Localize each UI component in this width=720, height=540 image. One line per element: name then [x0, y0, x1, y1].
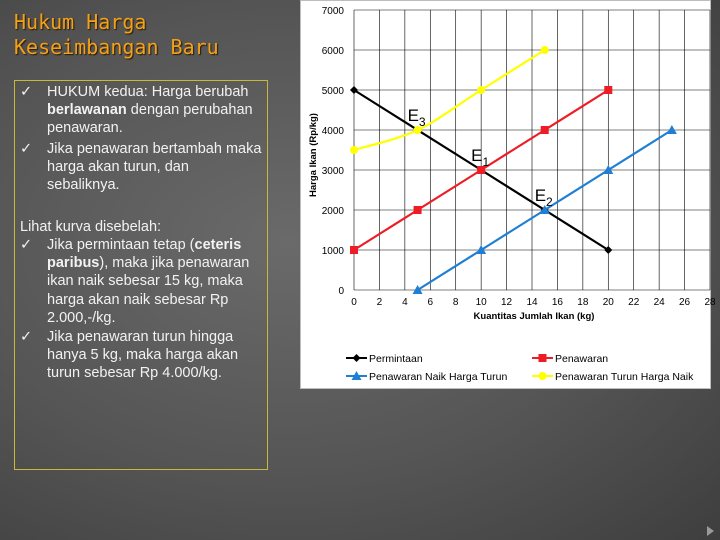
series-point	[604, 86, 612, 94]
title-line-1: Hukum Harga	[14, 10, 147, 34]
series-point	[477, 86, 485, 94]
x-tick-label: 4	[402, 297, 408, 308]
y-tick-label: 4000	[321, 126, 344, 137]
x-tick-label: 12	[501, 297, 513, 308]
bullet-text: Jika penawaran bertambah maka harga akan turun, dan sebaliknya.	[47, 141, 262, 194]
y-axis-label: Harga Ikan (Rp/kg)	[308, 113, 319, 197]
x-tick-label: 14	[526, 297, 538, 308]
x-tick-label: 20	[602, 297, 614, 308]
series-point	[350, 246, 358, 254]
x-tick-label: 26	[679, 297, 691, 308]
price-quantity-chart	[301, 1, 716, 390]
series-point	[350, 146, 358, 154]
x-tick-label: 18	[577, 297, 589, 308]
series-point	[476, 245, 486, 254]
y-tick-label: 6000	[321, 46, 344, 57]
series-point	[603, 165, 613, 174]
series-point	[541, 46, 549, 54]
legend-label: Penawaran	[555, 353, 609, 365]
bullet-item	[20, 328, 264, 383]
equilibrium-label: $E_3$	[407, 106, 426, 129]
equilibrium-label: $E_1$	[471, 146, 490, 169]
slide-title	[14, 10, 219, 60]
y-tick-label: 2000	[321, 206, 344, 217]
equilibrium-label: $E_2$	[534, 186, 553, 209]
y-tick-label: 7000	[321, 6, 344, 17]
x-tick-label: 8	[452, 297, 459, 308]
y-tick-label: 5000	[321, 86, 344, 97]
series-point	[541, 126, 549, 134]
series-line	[354, 50, 545, 150]
title-line-2: Keseimbangan Baru	[14, 35, 219, 59]
x-tick-label: 16	[551, 297, 563, 308]
intro-text: Lihat kurva disebelah:	[20, 219, 162, 235]
series-point	[414, 206, 422, 214]
bullet-text: dengan perubahan penawaran.	[47, 102, 253, 137]
legend-label: Penawaran Naik Harga Turun	[369, 371, 508, 383]
bullet-item	[20, 140, 264, 195]
legend-label: Penawaran Turun Harga Naik	[555, 371, 694, 383]
legend-label: Permintaan	[369, 353, 423, 365]
legend-marker	[539, 372, 547, 380]
checkmark-icon: ✓	[20, 84, 33, 100]
x-tick-label: 2	[376, 297, 383, 308]
checkmark-icon: ✓	[20, 141, 33, 157]
checkmark-icon: ✓	[20, 237, 33, 253]
y-tick-label: 0	[338, 286, 344, 297]
x-tick-label: 22	[628, 297, 640, 308]
legend-marker	[353, 354, 361, 362]
legend-marker	[539, 354, 547, 362]
bullet-item	[20, 236, 264, 327]
y-tick-label: 1000	[321, 246, 344, 257]
x-tick-label: 24	[653, 297, 665, 308]
bullet-bold-text: berlawanan	[47, 102, 127, 119]
bullet-bold-text: ceteris paribus	[47, 237, 242, 272]
x-tick-label: 6	[427, 297, 434, 308]
chart-panel	[300, 0, 716, 389]
bullet-item	[20, 83, 264, 138]
checkmark-icon: ✓	[20, 329, 33, 345]
x-tick-label: 0	[351, 297, 357, 308]
bullet-text: Jika permintaan tetap (	[47, 237, 195, 253]
x-tick-label: 10	[475, 297, 487, 308]
bullet-text: ), maka jika penawaran ikan naik sebesar 15 kg, maka harga akan naik sebesar Rp 2.000,-/kg.	[47, 255, 250, 326]
bullet-text: HUKUM kedua: Harga berubah	[47, 84, 249, 100]
series-point	[413, 285, 423, 294]
next-slide-arrow-icon[interactable]	[707, 526, 714, 536]
text-content-box	[14, 80, 268, 470]
y-tick-label: 3000	[321, 166, 344, 177]
x-tick-label: 28	[704, 297, 716, 308]
series-point	[667, 125, 677, 134]
bullet-text: Jika penawaran turun hingga hanya 5 kg, maka harga akan turun sebesar Rp 4.000/kg.	[47, 329, 239, 382]
x-axis-label: Kuantitas Jumlah Ikan (kg)	[473, 311, 595, 322]
